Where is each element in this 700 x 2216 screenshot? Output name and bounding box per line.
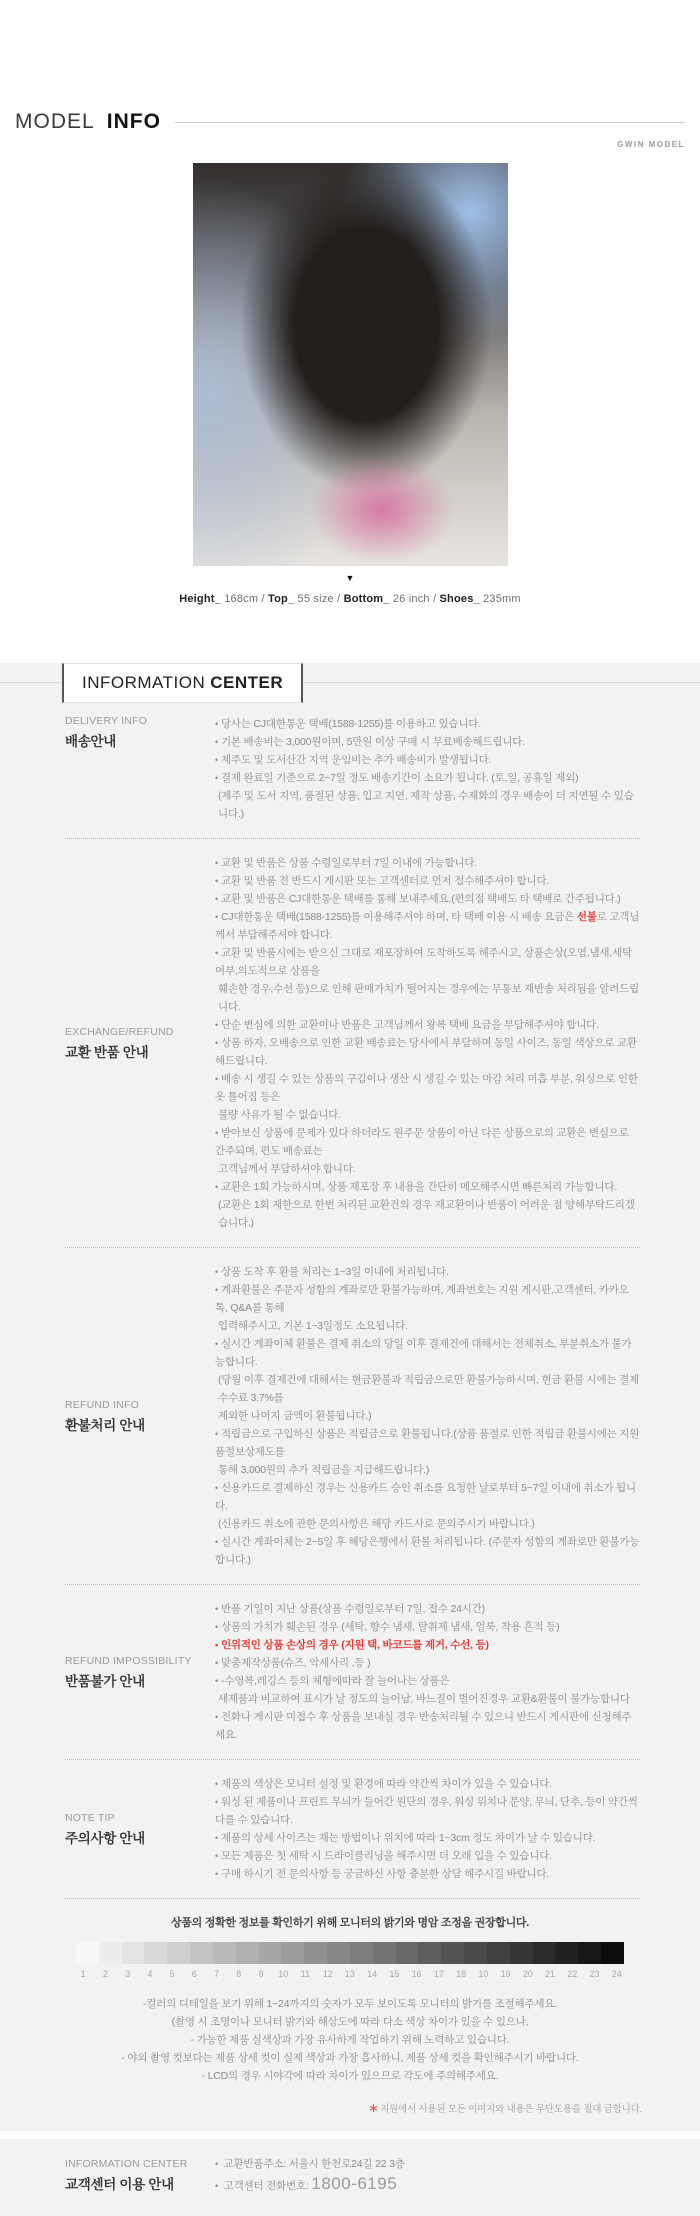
bullet-line: [215, 1618, 640, 1636]
model-info-title: [15, 110, 161, 134]
measure-value: 26 inch: [392, 593, 430, 605]
bullet-line: [215, 715, 640, 733]
bullet-icon: •: [215, 1640, 218, 1650]
information-center-title: [62, 663, 303, 703]
bullet-line: [215, 1070, 640, 1106]
red-asterisk-icon: ＊: [368, 2104, 379, 2115]
bullet-line: [215, 980, 640, 1016]
bullet-line: [215, 1533, 640, 1569]
dotted-divider: [65, 838, 640, 839]
grayscale-step: [533, 1942, 556, 1964]
text-segment: 전화나 게시판 미접수 후 상품을 보내실 경우 반송처리될 수 있으니 반드시 게시판에 신청해주세요.: [215, 1711, 632, 1741]
text-segment: 상품의 가치가 훼손된 경우 (세탁, 향수 냄새, 탈취제 냄새, 얼룩, 착용 흔적 등): [220, 1621, 560, 1633]
grayscale-step: [327, 1942, 350, 1964]
grayscale-step: [76, 1942, 99, 1964]
bullet-icon: •: [215, 1604, 218, 1614]
section-items: [215, 715, 640, 823]
text-segment: -수영복,레깅스 등의 체형에따라 잘 늘어나는 상품은: [220, 1675, 450, 1687]
text-segment: 교환 및 반품 전 반드시 게시판 또는 고객센터로 먼저 접수해주셔야 합니다.: [220, 875, 550, 887]
bullet-line: [215, 1178, 640, 1196]
grayscale-step: [464, 1942, 487, 1964]
grayscale-step: [213, 1942, 236, 1964]
information-center: [0, 663, 700, 2131]
bullet-line: [215, 890, 640, 908]
section-label: [65, 1026, 215, 1061]
bullet-line: [215, 1636, 640, 1654]
bullet-line: [215, 733, 640, 751]
text-segment: 실시간 계좌이체는 2~5일 후 해당은행에서 환불 처리됩니다. (주문자 성함의 계좌로만 환불가능합니다.): [215, 1536, 640, 1566]
text-segment: 결제 완료일 기준으로 2~7일 정도 배송기간이 소요가 됩니다. (토,일, 공휴일 제외): [220, 772, 579, 784]
grayscale-step: [441, 1942, 464, 1964]
grayscale-step: [190, 1942, 213, 1964]
bullet-line: [215, 854, 640, 872]
text-segment: (신용카드 취소에 관한 문의사항은 해당 카드사로 문의주시기 바랍니다.): [218, 1518, 535, 1530]
bullet-icon: •: [215, 2159, 218, 2169]
section-items: [215, 1263, 640, 1569]
grayscale-step: [281, 1942, 304, 1964]
footer-label-en: INFORMATION CENTER: [65, 2157, 188, 2170]
grayscale-number: 4: [147, 1969, 153, 1979]
bullet-icon: •: [215, 1622, 218, 1632]
bullet-line: [215, 1160, 640, 1178]
section-label: [65, 1812, 215, 1847]
footer-phone-number: 1800-6195: [311, 2174, 398, 2193]
footer-label-ko: 교객센터 이용 안내: [65, 2176, 174, 2192]
text-segment: 기본 배송비는 3,000원이며, 5만원 이상 구매 시 무료배송해드립니다.: [220, 736, 525, 748]
text-segment: 당사는 CJ대한통운 택배(1588-1255)를 이용하고 있습니다.: [220, 718, 481, 730]
section-label-ko: 배송안내: [65, 734, 116, 749]
bullet-line: [215, 769, 640, 787]
bullet-line: [215, 1335, 640, 1371]
color-note-line: - 가능한 제품 실색상과 가장 유사하게 작업하기 위해 노력하고 있습니다.: [190, 2034, 510, 2046]
dotted-divider: [65, 1247, 640, 1248]
measure-separator: /: [429, 593, 440, 605]
text-segment: 구매 하시기 전 문의사항 등 궁금하신 사항 충분한 상담 해주시길 바랍니다.: [220, 1868, 550, 1880]
text-segment: 배송 시 생길 수 있는 상품의 구김이나 생산 시 생길 수 있는 마감 처리 미흡 부분, 워싱으로 인한 옷 틀어짐 등은: [215, 1073, 638, 1103]
bullet-line: [215, 1371, 640, 1407]
bullet-line: [215, 1708, 640, 1744]
bullet-icon: •: [215, 1537, 218, 1547]
grayscale-bar: [76, 1942, 624, 1964]
footer-details: [215, 2154, 405, 2196]
bullet-icon: •: [215, 1267, 218, 1277]
copyright-text: 지원에서 사용된 모든 이미지와 내용은 무단도용을 절대 금합니다.: [380, 2104, 642, 2115]
section-label-ko: 교환 반품 안내: [65, 1044, 149, 1060]
grayscale-number: 3: [125, 1969, 131, 1979]
grayscale-number: 9: [258, 1969, 264, 1979]
grayscale-step: [304, 1942, 327, 1964]
color-note-line: - LCD의 경우 시야각에 따라 차이가 있으므로 각도에 주의해주세요.: [201, 2070, 499, 2082]
grayscale-step: [373, 1942, 396, 1964]
measure-label: Shoes_: [439, 593, 484, 605]
dotted-divider: [65, 1584, 640, 1585]
bullet-line: [215, 1106, 640, 1124]
text-segment: 상품 하자, 오배송으로 인한 교환 배송료는 당사에서 부담하며 동일 사이즈, 동일 색상으로 교환해드립니다.: [215, 1037, 637, 1067]
model-info-title-bold: INFO: [106, 110, 161, 133]
bullet-icon: •: [215, 894, 218, 904]
grayscale-number: 16: [411, 1969, 422, 1979]
brand-label: GWIN MODEL: [617, 140, 685, 149]
section-refund-impossibility: [65, 1600, 640, 1744]
section-label-en: EXCHANGE/REFUND: [65, 1025, 174, 1038]
text-segment: 단순 변심에 의한 교환이나 반품은 고객님께서 왕복 택배 요금을 부담해주셔야 합니다.: [220, 1019, 599, 1031]
grayscale-step: [259, 1942, 282, 1964]
text-segment: 인위적인 상품 손상의 경우 (지원 택, 바코드를 제거, 수선, 등): [220, 1639, 489, 1651]
bullet-line: [215, 872, 640, 890]
bullet-line: [215, 1425, 640, 1461]
policy-sections: [0, 711, 700, 1899]
section-label-ko: 환불처리 안내: [65, 1417, 145, 1433]
text-segment: 제외한 나머지 금액이 환불됩니다.): [218, 1410, 372, 1422]
text-segment: 통해 3,000원의 추가 적립금을 지급해드립니다.): [218, 1464, 430, 1476]
grayscale-number: 1: [80, 1969, 86, 1979]
text-segment: 로 고객님께서 부담해주셔야 합니다.: [215, 911, 640, 941]
bullet-line: [215, 787, 640, 823]
measure-value: 55 size: [297, 593, 334, 605]
grayscale-number: 11: [300, 1969, 311, 1979]
text-segment: 제품의 상세 사이즈는 재는 방법이나 위치에 따라 1~3cm 정도 차이가 날 수 있습니다.: [220, 1832, 596, 1844]
bullet-icon: •: [215, 1676, 218, 1686]
grayscale-number: 14: [367, 1969, 378, 1979]
measure-value: 235mm: [483, 593, 521, 605]
grayscale-step: [555, 1942, 578, 1964]
grayscale-number: 19: [500, 1969, 511, 1979]
measure-label: Bottom_: [343, 593, 393, 605]
bullet-line: [215, 1281, 640, 1317]
text-segment: 훼손한 경우,수선 등)으로 인해 판매가치가 떨어지는 경우에는 무통보 재반송 처리됨을 알려드립니다.: [218, 983, 639, 1013]
bullet-line: [215, 1407, 640, 1425]
bullet-icon: •: [215, 1339, 218, 1349]
grayscale-number: 21: [545, 1969, 556, 1979]
grayscale-step: [167, 1942, 190, 1964]
bullet-icon: •: [215, 1074, 218, 1084]
grayscale-number: 10: [478, 1969, 489, 1979]
grayscale-step: [99, 1942, 122, 1964]
section-label: [65, 1399, 215, 1434]
text-segment: 반품 기일이 지난 상품(상품 수령일로부터 7일, 접수 24시간): [220, 1603, 485, 1615]
section-label-ko: 주의사항 안내: [65, 1830, 145, 1846]
bullet-line: [215, 1847, 640, 1865]
bullet-line: [215, 1515, 640, 1533]
section-items: [215, 854, 640, 1232]
section-label: [65, 715, 215, 750]
bullet-icon: •: [215, 1779, 218, 1789]
text-segment: 계좌환불은 주문자 성함의 계좌로만 환불가능하며, 계좌번호는 지원 게시판,고객센터, 카카오톡, Q&A를 통해: [215, 1284, 629, 1314]
bullet-icon: •: [215, 1833, 218, 1843]
bullet-line: [215, 1600, 640, 1618]
text-segment: 교환 및 반품은 CJ대한통운 택배를 통해 보내주세요.(편의점 택배도 타 택배로 간주됩니다.): [220, 893, 621, 905]
footer-phone: [215, 2174, 405, 2196]
bullet-icon: •: [215, 1712, 218, 1722]
bullet-line: [215, 1865, 640, 1883]
grayscale-step: [236, 1942, 259, 1964]
bullet-icon: •: [215, 1429, 218, 1439]
grayscale-number: 10: [278, 1969, 289, 1979]
text-segment: (교환은 1회 제한으로 한번 처리된 교환건의 경우 재교환이나 반품이 어려운 점 양해부탁드리겠습니다.): [218, 1199, 635, 1229]
bullet-icon: •: [215, 1182, 218, 1192]
bullet-line: [215, 1690, 640, 1708]
text-segment: 워싱 된 제품이나 프린트 무늬가 들어간 원단의 경우, 워싱 위치나 문양, 무늬, 단추, 등이 약간씩 다를 수 있습니다.: [215, 1796, 638, 1826]
grayscale-number: 6: [191, 1969, 197, 1979]
bullet-icon: •: [215, 876, 218, 886]
model-info-header: [15, 110, 685, 134]
grayscale-number: 15: [389, 1969, 400, 1979]
bullet-line: [215, 1672, 640, 1690]
bullet-line: [215, 751, 640, 769]
grayscale-step: [350, 1942, 373, 1964]
bullet-icon: •: [215, 1797, 218, 1807]
grayscale-step: [578, 1942, 601, 1964]
grayscale-number: 17: [433, 1969, 444, 1979]
text-segment: 교환 및 반품은 상품 수령일로부터 7일 이내에 가능합니다.: [220, 857, 478, 869]
model-photo: [193, 163, 508, 566]
bullet-icon: •: [215, 1869, 218, 1879]
model-info-title-light: MODEL: [15, 110, 94, 133]
bullet-line: [215, 908, 640, 944]
bullet-icon: •: [215, 1851, 218, 1861]
footer-phone-label: 고객센터 전화번호:: [223, 2180, 312, 2192]
grayscale-number: 7: [214, 1969, 220, 1979]
bullet-line: [215, 1654, 640, 1672]
grayscale-number: 24: [611, 1969, 622, 1979]
color-note-line: -컬러의 디테일을 보기 위해 1~24까지의 숫자가 모두 보이도록 모니터의 밝기를 조절해주세요.: [143, 1998, 557, 2010]
information-center-titlebar: [0, 663, 700, 703]
grayscale-number: 12: [322, 1969, 333, 1979]
bullet-icon: •: [215, 948, 218, 958]
footer-label: [65, 2158, 215, 2193]
bullet-line: [215, 1317, 640, 1335]
bullet-line: [215, 1263, 640, 1281]
bullet-line: [215, 1829, 640, 1847]
text-segment: 제주도 및 도서산간 지역 운임비는 추가 배송비가 발생됩니다.: [220, 754, 492, 766]
grayscale-number: 8: [236, 1969, 242, 1979]
bullet-icon: •: [215, 1038, 218, 1048]
info-title-light: INFORMATION: [82, 673, 206, 692]
text-segment: 교환 및 반품시에는 받으신 그대로 재포장하여 도착하도록 해주시고, 상품손상(오염,냄새,세탁여부,의도적으로 상품을: [215, 947, 632, 977]
bullet-icon: •: [215, 2181, 218, 2191]
measure-separator: /: [333, 593, 344, 605]
section-items: [215, 1600, 640, 1744]
bullet-line: [215, 1124, 640, 1160]
text-segment: 제품의 색상은 모니터 설정 및 환경에 따라 약간씩 차이가 있을 수 있습니다.: [220, 1778, 552, 1790]
text-segment: 실시간 계좌이체 환불은 결제 취소의 당일 이후 결제건에 대해서는 전체취소, 부분취소가 불가능합니다.: [215, 1338, 632, 1368]
text-segment: (제주 및 도서 지역, 품절된 상품, 입고 지연, 제작 상품, 수제화의 경우 배송이 더 지연될 수 있습니다.): [218, 790, 634, 820]
text-segment: 상품 도착 후 환불 처리는 1~3일 이내에 처리됩니다.: [220, 1266, 449, 1278]
model-measurements: [0, 593, 700, 605]
bullet-line: [215, 1775, 640, 1793]
text-segment: 새제품과 비교하여 표시가 날 정도의 늘어남, 바느질이 벌어진경우 교환&환불이 불가능합니다: [218, 1693, 630, 1705]
text-segment: 신용카드로 결제하신 경우는 신용카드 승인 취소를 요청한 날로부터 5~7일 이내에 취소가 됩니다.: [215, 1482, 636, 1512]
down-arrow-icon: ▼: [345, 573, 355, 583]
bullet-line: [215, 1793, 640, 1829]
bullet-icon: •: [215, 719, 218, 729]
bullet-line: [215, 1461, 640, 1479]
grayscale-numbers: [72, 1969, 628, 1979]
text-segment: 적립금으로 구입하신 상품은 적립금으로 환불됩니다.(상품 품절로 인한 적립금 환불시에는 지원 품절보상제도를: [215, 1428, 640, 1458]
bullet-icon: •: [215, 1483, 218, 1493]
section-items: [215, 1775, 640, 1883]
grayscale-number: 13: [344, 1969, 355, 1979]
grayscale-step: [144, 1942, 167, 1964]
color-note-line: (촬영 시 조명이나 모니터 밝기와 해상도에 따라 다소 색상 차이가 있을 수 있으나,: [171, 2016, 529, 2028]
section-note-tip: [65, 1775, 640, 1883]
grayscale-step: [396, 1942, 419, 1964]
measure-label: Height_: [179, 593, 225, 605]
bullet-icon: •: [215, 1658, 218, 1668]
text-segment: CJ대한통운 택배(1588-1255)를 이용해주셔야 하며, 타 택배 이용 시 배송 요금은: [220, 911, 577, 923]
information-panel: [0, 663, 700, 2131]
grayscale-number: 2: [102, 1969, 108, 1979]
bullet-line: [215, 1479, 640, 1515]
grayscale-number: 20: [522, 1969, 533, 1979]
text-segment: 맞춤제작상품(슈즈, 악세사리 ,등 ): [220, 1657, 371, 1669]
measure-separator: /: [258, 593, 269, 605]
grayscale-step: [418, 1942, 441, 1964]
section-refund-info: [65, 1263, 640, 1569]
bullet-line: [215, 1196, 640, 1232]
dotted-divider: [65, 1759, 640, 1760]
dotted-divider: [65, 1898, 640, 1899]
section-label: [65, 1655, 215, 1690]
grayscale-step: [510, 1942, 533, 1964]
footer-info-center: [0, 2139, 700, 2216]
text-segment: 고객님께서 부담하셔야 합니다.: [218, 1163, 356, 1175]
grayscale-number: 5: [169, 1969, 175, 1979]
section-label-en: REFUND INFO: [65, 1398, 139, 1411]
section-label-en: DELIVERY INFO: [65, 715, 148, 727]
monitor-notice: 상품의 정확한 정보를 확인하기 위해 모니터의 밝기와 명암 조정을 권장합니다.: [171, 1917, 529, 1929]
bullet-icon: •: [215, 1285, 218, 1295]
footer-address: [215, 2154, 405, 2174]
bullet-icon: •: [215, 737, 218, 747]
grayscale-number: 18: [456, 1969, 467, 1979]
text-segment: 교환은 1회 가능하시며, 상품 재포장 후 내용을 간단히 메모해주시면 빠른처리 가능합니다.: [220, 1181, 618, 1193]
measure-value: 168cm: [224, 593, 259, 605]
measure-label: Top_: [268, 593, 298, 605]
color-note-line: - 야외 촬영 컷보다는 제품 상세 컷이 실제 색상과 가장 흡사하니, 제품 상세 컷을 확인해주시기 바랍니다.: [121, 2052, 579, 2064]
bullet-icon: •: [215, 755, 218, 765]
grayscale-number: 22: [567, 1969, 578, 1979]
grayscale-step: [487, 1942, 510, 1964]
section-label-en: REFUND IMPOSSIBILITY: [65, 1654, 192, 1667]
text-segment: 입력해주시고, 기본 1~3일정도 소요됩니다.: [218, 1320, 408, 1332]
text-segment: 불량 사유가 될 수 없습니다.: [218, 1109, 341, 1121]
bullet-icon: •: [215, 1020, 218, 1030]
bullet-icon: •: [215, 773, 218, 783]
section-label-ko: 반품불가 안내: [65, 1673, 145, 1689]
footer-address-text: 교환반품주소: 서울시 한천로24길 22 3층: [223, 2158, 405, 2170]
grayscale-step: [122, 1942, 145, 1964]
text-segment: 받아보신 상품에 문제가 있다 하더라도 원주문 상품이 아닌 다른 상품으로의 교환은 변심으로 간주되며, 편도 배송료는: [215, 1127, 629, 1157]
section-exchange-refund: [65, 854, 640, 1232]
text-segment: (당월 이후 결제건에 대해서는 현금환불과 적립금으로만 환불가능하시며, 현금 환불 시에는 결제수수료 3.7%를: [218, 1374, 639, 1404]
copyright-note: [0, 2101, 642, 2115]
bullet-icon: •: [215, 912, 218, 922]
bullet-line: [215, 1016, 640, 1034]
grayscale-number: 23: [589, 1969, 600, 1979]
bullet-line: [215, 944, 640, 980]
bullet-icon: •: [215, 858, 218, 868]
info-title-bold: CENTER: [210, 673, 284, 692]
bullet-line: [215, 1034, 640, 1070]
section-label-en: NOTE TIP: [65, 1811, 115, 1824]
text-segment: 선불: [576, 911, 597, 923]
text-segment: 모든 제품은 첫 세탁 시 드라이클리닝을 해주시면 더 오래 입을 수 있습니다.: [220, 1850, 552, 1862]
header-divider-line: [175, 122, 685, 123]
bullet-icon: •: [215, 1128, 218, 1138]
color-notes: [0, 1995, 700, 2085]
section-delivery: [65, 711, 640, 823]
grayscale-step: [601, 1942, 624, 1964]
